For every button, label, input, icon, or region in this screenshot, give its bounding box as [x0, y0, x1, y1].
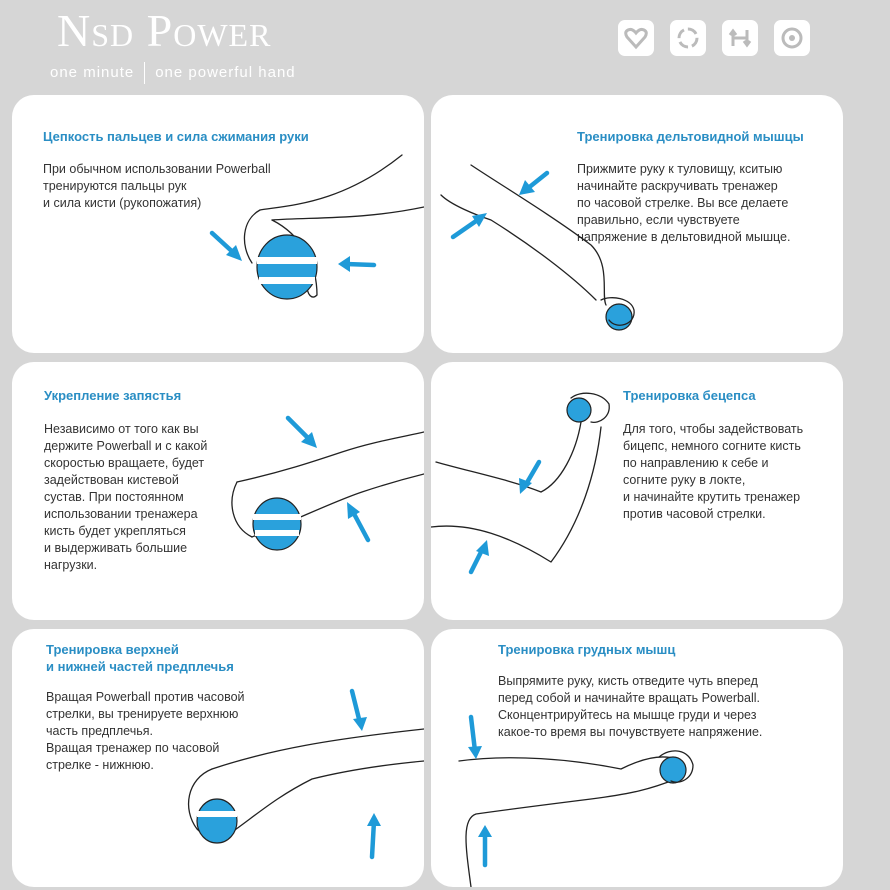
card-finger-grip: [12, 95, 424, 353]
gear-icon: [774, 20, 810, 56]
card-title: Цепкость пальцев и сила сжимания руки: [43, 129, 309, 144]
heart-icon: [618, 20, 654, 56]
brand-logo: Nsd Power: [57, 5, 272, 56]
card-title: Тренировка грудных мышц: [498, 642, 676, 657]
rotation-icon: [670, 20, 706, 56]
arrows-icon: [722, 20, 758, 56]
arm-biceps-illustration: [431, 362, 843, 620]
card-text: Вращая Powerball против часовой стрелки, вы тренируете верхнюю часть предплечья. Вращая тренажер по часовой стрелке - нижнюю.: [46, 690, 245, 772]
arm-deltoid-illustration: [431, 95, 843, 353]
forearm-illustration: [12, 629, 424, 887]
tagline-left: one minute: [50, 63, 135, 81]
card-forearm: [12, 629, 424, 887]
chest-illustration: [431, 629, 843, 887]
card-title: Тренировка бецепса: [623, 388, 756, 403]
hand-squeeze-illustration: [12, 95, 424, 353]
card-title: Тренировка верхней и нижней частей предплечья: [46, 642, 234, 674]
card-text: Прижмите руку к туловищу, кситыю начинайте раскручивать тренажер по часовой стрелке. Вы все делаете правильно, если чувствуете напряжение в дельтовидной мышце.: [577, 162, 791, 244]
card-wrist: [12, 362, 424, 620]
card-title: Тренировка дельтовидной мышцы: [577, 129, 804, 144]
card-text: Независимо от того как вы держите Powerball и с какой скоростью вращаете, будет задействован кистевой сустав. При постоянном использовании тренажера кисть будет укрепляться и выдерживать большие нагрузки.: [44, 422, 208, 572]
tagline: [50, 62, 296, 84]
wrist-illustration: [12, 362, 424, 620]
card-title: Укрепление запястья: [44, 388, 182, 403]
card-biceps: [431, 362, 843, 620]
tagline-divider: [144, 62, 145, 84]
card-chest: [431, 629, 843, 887]
tagline-right: one powerful hand: [155, 63, 296, 81]
card-text: При обычном использовании Powerball тренируются пальцы рук и сила кисти (рукопожатия): [43, 162, 271, 210]
header: [0, 0, 890, 92]
card-text: Для того, чтобы задействовать бицепс, немного согните кисть по направлению к себе и согните руку в локте, и начинайте крутить тренажер против часовой стрелки.: [623, 422, 804, 521]
card-deltoid: [431, 95, 843, 353]
card-text: Выпрямите руку, кисть отведите чуть вперед перед собой и начинайте вращать Powerball. Сконцентрируйтесь на мышце груди и через какое-то время вы почувствуете напряжение.: [498, 674, 763, 739]
